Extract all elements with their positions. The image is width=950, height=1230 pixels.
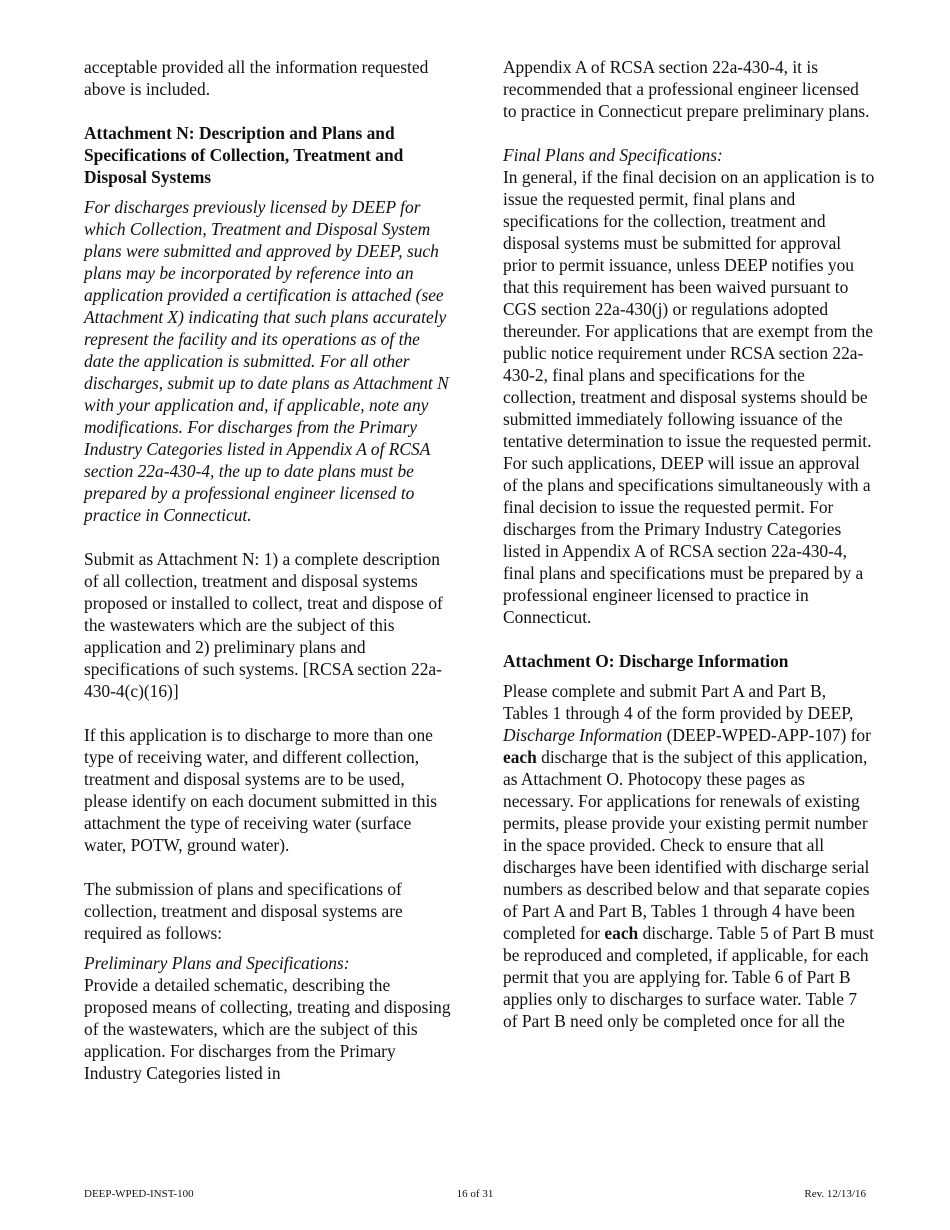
attachment-o-text-3: discharge that is the subject of this application, as Attachment O. Photocopy these pages as necessary. For applications for renewals of existing permits, please provide your existing permit number in the space provided. Check to ensure that all discharges have been identified with discharge serial numbers as described below and that separate copies of Part A and Part B, Tables 1 through 4 have been completed for [503, 747, 870, 943]
footer-revision: Rev. 12/13/16 [804, 1188, 866, 1200]
preliminary-continued-paragraph: Appendix A of RCSA section 22a-430-4, it is recommended that a professional engineer licensed to practice in Connecticut prepare preliminary plans. [503, 57, 870, 121]
final-plans-heading: Final Plans and Specifications: [503, 145, 723, 165]
attachment-o-heading: Attachment O: Discharge Information [503, 651, 789, 671]
attachment-n-heading: Attachment N: Description and Plans and Specifications of Collection, Treatment and Disposal Systems [84, 123, 404, 187]
each-emphasis-2: each [604, 923, 639, 943]
left-column [84, 56, 452, 1084]
submission-paragraph: The submission of plans and specifications of collection, treatment and disposal systems are required as follows: [84, 879, 403, 943]
attachment-n-italic-note: For discharges previously licensed by DEEP for which Collection, Treatment and Disposal System plans were submitted and approved by DEEP, such plans may be incorporated by reference into an application provided a certification is attached (see Attachment X) indicating that such plans accurately represent the facility and its operations as of the date the application is submitted. For all other discharges, submit up to date plans as Attachment N with your application and, if applicable, note any modifications. For discharges from the Primary Industry Categories listed in Appendix A of RCSA section 22a-430-4, the up to date plans must be prepared by a professional engineer licensed to practice in Connecticut. [84, 197, 449, 525]
final-plans-body: In general, if the final decision on an application is to issue the requested permit, final plans and specifications for the collection, treatment and disposal systems must be submitted for approval prior to permit issuance, unless DEEP notifies you that this requirement has been waived pursuant to CGS section 22a-430(j) or regulations adopted thereunder. For applications that are exempt from the public notice requirement under RCSA section 22a-430-2, final plans and specifications for the collection, treatment and disposal systems should be submitted immediately following issuance of the tentative determination to issue the requested permit. For such applications, DEEP will issue an approval of the plans and specifications simultaneously with a final decision to issue the requested permit. For discharges from the Primary Industry Categories listed in Appendix A of RCSA section 22a-430-4, final plans and specifications must be prepared by a professional engineer licensed to practice in Connecticut. [503, 167, 875, 627]
preliminary-plans-heading: Preliminary Plans and Specifications: [84, 953, 350, 973]
attachment-o-paragraph [503, 680, 875, 1032]
attachment-o-text-1: Please complete and submit Part A and Part B, Tables 1 through 4 of the form provided by DEEP, [503, 681, 854, 723]
attachment-o-text-2: (DEEP-WPED-APP-107) for [662, 725, 871, 745]
attachment-o-text-4: discharge. Table 5 of Part B must be reproduced and completed, if applicable, for each permit that you are applying for. Table 6 of Part B applies only to discharges to surface water. Table 7 of Part B need only be completed once for all the [503, 923, 874, 1031]
continued-paragraph: acceptable provided all the information requested above is included. [84, 57, 429, 99]
footer-form-id: DEEP-WPED-INST-100 [84, 1188, 194, 1200]
footer-page-number: 16 of 31 [456, 1188, 494, 1200]
submit-paragraph: Submit as Attachment N: 1) a complete description of all collection, treatment and disposal systems proposed or installed to collect, treat and dispose of the wastewaters which are the subject of this application and 2) preliminary plans and specifications of such systems. [RCSA section 22a-430-4(c)(16)] [84, 549, 443, 701]
right-column [503, 56, 875, 1032]
discharge-information-form-title: Discharge Information [503, 725, 663, 745]
preliminary-plans-body: Provide a detailed schematic, describing the proposed means of collecting, treating and disposing of the wastewaters, which are the subject of this application. For discharges from the Primary Industry Categories listed in [84, 975, 451, 1083]
each-emphasis-1: each [503, 747, 537, 767]
receiving-water-paragraph: If this application is to discharge to more than one type of receiving water, and different collection, treatment and disposal systems are to be used, please identify on each document submitted in this attachment the type of receiving water (surface water, POTW, ground water). [84, 725, 438, 855]
